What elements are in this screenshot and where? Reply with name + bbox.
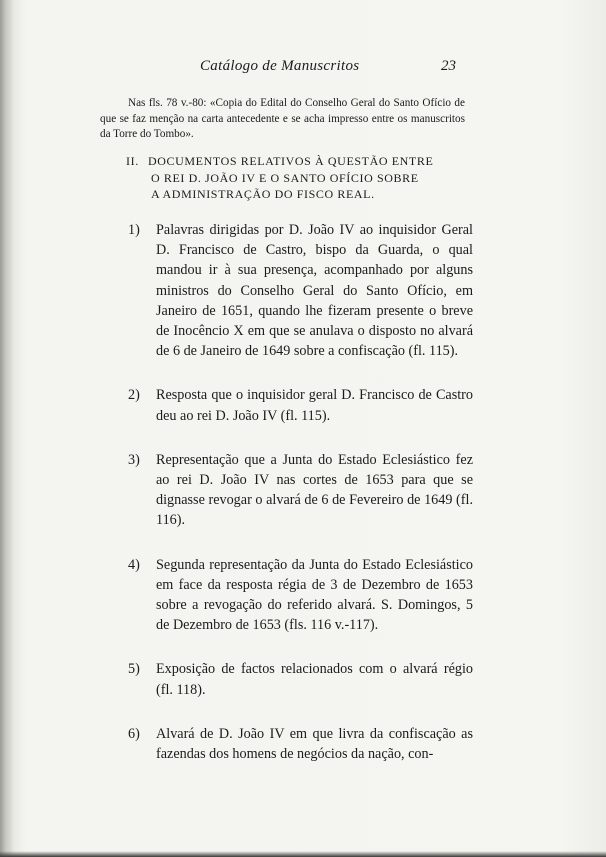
- item-number: 6): [128, 725, 140, 742]
- spine-shadow: [0, 0, 14, 857]
- list-item: [128, 724, 473, 764]
- item-text: Palavras dirigidas por D. João IV ao inquisidor Geral D. Francisco de Castro, bispo da Guarda, o qual mandou ir à sua presença, acompanhado por alguns ministros do Conselho Geral do Santo Ofício, em Janeiro de 1651, quando lhe fizeram presente o breve de Inocêncio X em que se anulava o disposto no alvará de 6 de Janeiro de 1649 sobre a confiscação (fl. 115).: [156, 222, 473, 360]
- section-title-line-3: A ADMINISTRAÇÃO DO FISCO REAL.: [151, 187, 375, 201]
- item-number: 2): [128, 387, 140, 404]
- item-number: 5): [128, 661, 140, 678]
- document-list: [128, 220, 473, 788]
- item-text: Resposta que o inquisidor geral D. Francisco de Castro deu ao rei D. João IV (fl. 115).: [156, 387, 473, 424]
- footnote-paragraph: Nas fls. 78 v.-80: «Copia do Edital do Conselho Geral do Santo Ofício de que se faz menção na carta antecedente e se acha impresso entre os manuscritos da Torre do Tombo».: [100, 97, 465, 140]
- item-number: 3): [128, 451, 140, 468]
- item-number: 4): [128, 556, 140, 573]
- item-number: 1): [128, 222, 140, 238]
- page-number: 23: [441, 58, 456, 74]
- section-title-line-1: DOCUMENTOS RELATIVOS À QUESTÃO ENTRE: [148, 154, 434, 168]
- list-item: [128, 659, 473, 699]
- page-bottom-edge: [0, 851, 606, 857]
- section-heading: [126, 153, 471, 203]
- item-text: Exposição de factos relacionados com o alvará régio (fl. 118).: [156, 661, 473, 698]
- page-header: [0, 58, 606, 80]
- list-item: [128, 555, 473, 636]
- list-item: [128, 220, 473, 361]
- item-text: Segunda representação da Junta do Estado Eclesiástico em face da resposta régia de 3 de Dezembro de 1653 sobre a revogação do referido alvará. S. Domingos, 5 de Dezembro de 1653 (fls. 116 v.-117).: [156, 556, 473, 634]
- list-item: [128, 385, 473, 425]
- running-title: Catálogo de Manuscritos: [200, 58, 360, 74]
- item-text: Alvará de D. João IV em que livra da confiscação as fazendas dos homens de negócios da nação, con-: [156, 725, 473, 763]
- section-title-line-2: O REI D. JOÃO IV E O SANTO OFÍCIO SOBRE: [151, 170, 419, 185]
- item-text: Representação que a Junta do Estado Eclesiástico fez ao rei D. João IV nas cortes de 1653 para que se dignasse revogar o alvará de 6 de Fevereiro de 1649 (fl. 116).: [156, 451, 473, 529]
- section-number: II.: [126, 154, 139, 168]
- list-item: [128, 450, 473, 531]
